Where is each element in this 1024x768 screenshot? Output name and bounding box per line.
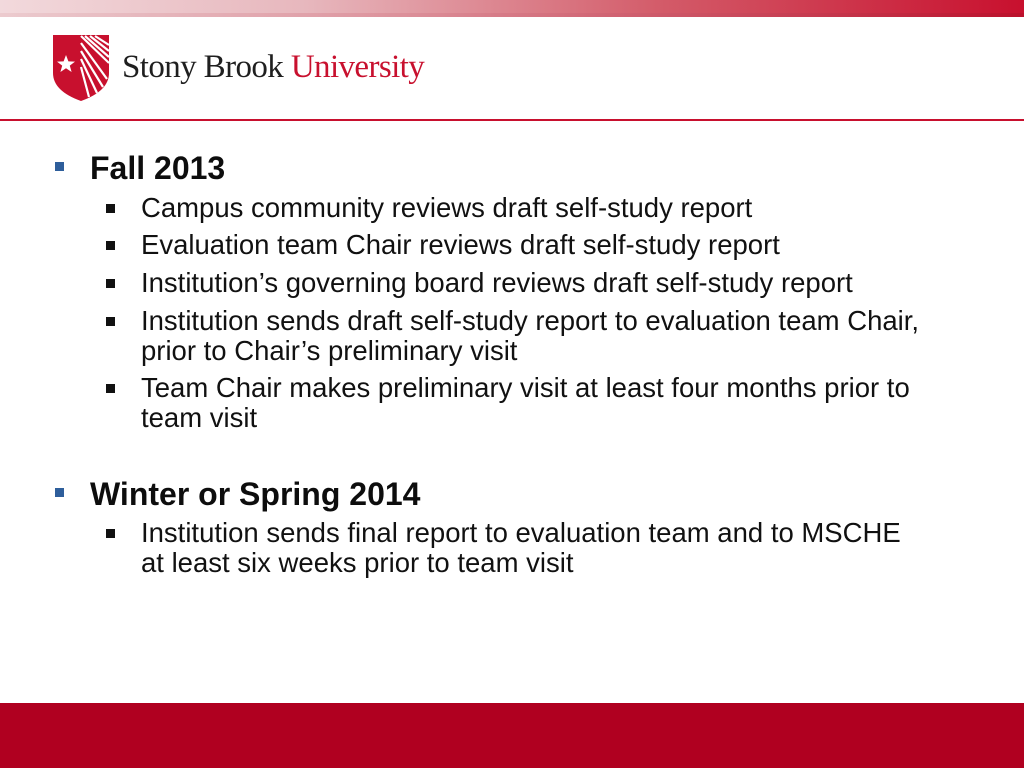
list-item-text: Evaluation team Chair reviews draft self-study report: [141, 229, 780, 260]
list-item-text: Campus community reviews draft self-study report: [141, 192, 753, 223]
square-bullet-icon: [55, 162, 64, 171]
wordmark-stony-brook: Stony Brook: [122, 49, 284, 85]
square-bullet-icon: [55, 488, 64, 497]
list-item-text: Institution’s governing board reviews draft self-study report: [141, 267, 853, 298]
square-bullet-icon: [106, 279, 115, 288]
square-bullet-icon: [106, 529, 115, 538]
square-bullet-icon: [106, 241, 115, 250]
square-bullet-icon: [106, 317, 115, 326]
square-bullet-icon: [106, 204, 115, 213]
section-title: Winter or Spring 2014: [90, 476, 421, 512]
list-item-text: Institution sends draft self-study report to evaluation team Chair, prior to Chair’s preliminary visit: [141, 305, 920, 366]
list-item-text: Team Chair makes preliminary visit at least four months prior to team visit: [141, 372, 910, 433]
footer-band: [0, 703, 1024, 768]
square-bullet-icon: [106, 384, 115, 393]
list-item-text: Institution sends final report to evaluation team and to MSCHE at least six weeks prior to team visit: [141, 517, 901, 578]
section-title: Fall 2013: [90, 150, 226, 186]
wordmark-university: University: [290, 49, 425, 85]
